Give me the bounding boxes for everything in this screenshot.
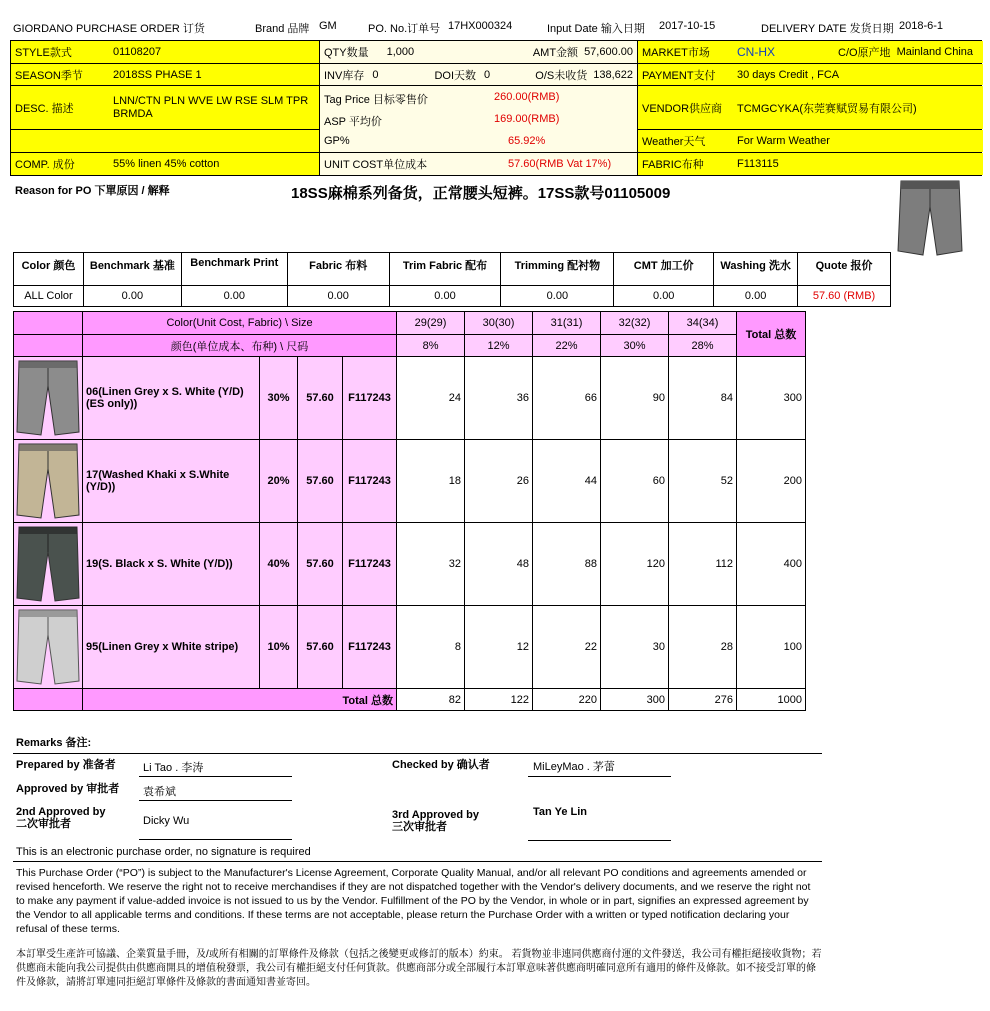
gp-value: 65.92% [508, 135, 546, 147]
unit-cost-label: UNIT COST单位成本 [324, 159, 428, 171]
row-total: 200 [737, 440, 806, 523]
approved-label: Approved by 审批者 [16, 783, 120, 795]
fabric-label: FABRIC布种 [637, 153, 733, 175]
benchmark-header: Fabric 布料 [287, 253, 389, 286]
amt-value: 57,600.00 [584, 46, 633, 58]
shorts-icon [15, 441, 81, 521]
co-value: Mainland China [896, 46, 973, 58]
benchmark-header: Benchmark 基准 [83, 253, 181, 286]
input-date-label: Input Date 输入日期 [547, 23, 645, 35]
qty-cell: 120 [601, 523, 669, 606]
qty-cell: 8 [397, 606, 465, 689]
color-thumbnail [14, 357, 83, 440]
desc-label: DESC. 描述 [11, 86, 109, 129]
qty-cell: 22 [533, 606, 601, 689]
season-label: SEASON季节 [11, 64, 109, 85]
order-color-row [14, 606, 806, 689]
benchmark-header: Washing 洗水 [714, 253, 798, 286]
reason-text: 18SS麻棉系列备货，正常腰头短裤。17SS款号01105009 [291, 185, 671, 202]
order-header-row-1 [14, 312, 806, 335]
benchmark-value: 0.00 [83, 286, 181, 307]
terms-chinese: 本訂單受生產許可協議、企業質量手冊，及/或所有相關的訂單條件及條款（包括之後變更或修訂的版本）約束。 若貨物並非連同供應商付運的文件發送，我公司有權拒絕接收貨物；若供應商未能向我公司提供由供應商開具的增值稅發票，我公司有權拒絕支付任何貨款。供應商部分或全部履行本訂單意味著供應商明確同意所有適用的條件及條款。如不接受訂單的條件及條款，請將訂單連同拒絕訂單條件及條款的書面通知書並寄回。 [16, 949, 822, 988]
tag-price-value: 260.00(RMB) [494, 91, 560, 103]
signature-line [139, 776, 292, 777]
third-approved-value: Tan Ye Lin [533, 806, 587, 818]
comp-value: 55% linen 45% cotton [109, 153, 319, 175]
color-cost: 57.60 [298, 606, 343, 689]
benchmark-table [13, 252, 891, 307]
market-value: CN-HX [737, 45, 775, 59]
po-number-label: PO. No.订单号 [368, 23, 441, 35]
order-header-line1: Color(Unit Cost, Fabric) \ Size [83, 312, 397, 335]
row-total: 400 [737, 523, 806, 606]
size-pct: 22% [533, 335, 601, 357]
season-value: 2018SS PHASE 1 [109, 64, 319, 85]
style-label: STYLE款式 [11, 41, 109, 63]
order-header-row-2 [14, 335, 806, 357]
qty-cell: 18 [397, 440, 465, 523]
qty-value: 1,000 [386, 46, 415, 58]
delivery-date-label: DELIVERY DATE 发货日期 [761, 23, 894, 35]
second-approved-label-cn: 二次审批者 [16, 818, 71, 830]
row-total: 300 [737, 357, 806, 440]
payment-value: 30 days Credit , FCA [733, 64, 983, 85]
size-pct: 12% [465, 335, 533, 357]
weather-value: For Warm Weather [733, 130, 983, 152]
benchmark-value-row [14, 286, 891, 307]
price-cell [319, 86, 637, 130]
order-color-row [14, 523, 806, 606]
fabric-value: F113115 [733, 153, 983, 175]
qty-label: QTY数量 [324, 47, 369, 59]
order-header-line2: 颜色(单位成本、布种) \ 尺码 [83, 335, 397, 357]
benchmark-header: CMT 加工价 [614, 253, 714, 286]
size-total: 300 [601, 689, 669, 711]
order-info-grid [10, 40, 982, 176]
qty-cell: 112 [669, 523, 737, 606]
po-number-value: 17HX000324 [448, 20, 513, 32]
approved-value: 袁希斌 [143, 786, 176, 798]
inv-label: INV库存 [324, 69, 365, 82]
color-pct: 30% [260, 357, 298, 440]
weather-label: Weather天气 [637, 130, 733, 152]
info-row-desc [11, 86, 981, 130]
benchmark-header: Trimming 配衬物 [501, 253, 614, 286]
checked-label: Checked by 确认者 [392, 759, 490, 771]
size-label: 34(34) [669, 312, 737, 335]
input-date-value: 2017-10-15 [659, 20, 716, 32]
shorts-icon [15, 524, 81, 604]
tag-price-label: Tag Price 目标零售价 [324, 94, 428, 106]
divider [13, 753, 822, 754]
info-row-season [11, 64, 981, 86]
totals-blank [14, 689, 83, 711]
payment-label: PAYMENT支付 [637, 64, 733, 85]
order-color-row [14, 357, 806, 440]
qty-cell: 44 [533, 440, 601, 523]
size-total: 122 [465, 689, 533, 711]
size-pct: 8% [397, 335, 465, 357]
style-value: 01108207 [109, 41, 319, 63]
qty-cell: 90 [601, 357, 669, 440]
benchmark-header: Benchmark Print [181, 253, 287, 286]
color-cost: 57.60 [298, 440, 343, 523]
market-co-cell [733, 41, 983, 63]
total-header: Total 总数 [737, 312, 806, 357]
qty-cell: 88 [533, 523, 601, 606]
comp-label: COMP. 成份 [11, 153, 109, 175]
info-row-gp [11, 130, 981, 153]
benchmark-header: Color 颜色 [14, 253, 84, 286]
signature-line [139, 800, 292, 801]
size-label: 30(30) [465, 312, 533, 335]
gp-label: GP% [324, 135, 350, 147]
benchmark-value: 0.00 [714, 286, 798, 307]
qty-cell: 28 [669, 606, 737, 689]
divider [13, 861, 822, 862]
color-thumbnail [14, 606, 83, 689]
color-name: 19(S. Black x S. White (Y/D)) [83, 523, 260, 606]
checked-value: MiLeyMao . 茅蕾 [533, 761, 615, 773]
color-pct: 20% [260, 440, 298, 523]
qty-amt-cell [319, 41, 637, 63]
benchmark-header: Quote 报价 [798, 253, 891, 286]
benchmark-header-row [14, 253, 891, 286]
header-blank [14, 312, 83, 335]
grand-total: 1000 [737, 689, 806, 711]
qty-cell: 12 [465, 606, 533, 689]
delivery-date-value: 2018-6-1 [899, 20, 944, 32]
shorts-icon [15, 358, 81, 438]
vendor-label: VENDOR供应商 [637, 86, 733, 129]
qty-cell: 52 [669, 440, 737, 523]
qty-cell: 24 [397, 357, 465, 440]
qty-cell: 30 [601, 606, 669, 689]
color-pct: 10% [260, 606, 298, 689]
benchmark-quote-value: 57.60 (RMB) [798, 286, 891, 307]
color-cost: 57.60 [298, 357, 343, 440]
doi-value: 0 [484, 68, 491, 81]
inv-doi-os-cell [319, 64, 637, 85]
co-label: C/O原产地 [838, 47, 891, 59]
market-label: MARKET市场 [637, 41, 733, 63]
unit-cost-cell [319, 153, 637, 175]
size-total: 82 [397, 689, 465, 711]
size-total: 220 [533, 689, 601, 711]
product-image [895, 177, 965, 259]
qty-cell: 66 [533, 357, 601, 440]
benchmark-header: Trim Fabric 配布 [389, 253, 501, 286]
gp-cell [319, 130, 637, 152]
signature-line [528, 840, 671, 841]
brand-value: GM [319, 20, 337, 32]
asp-value: 169.00(RMB) [494, 113, 560, 125]
second-approved-label-en: 2nd Approved by [16, 806, 106, 818]
qty-cell: 32 [397, 523, 465, 606]
os-label: O/S未收货 [535, 69, 588, 82]
third-approved-label-en: 3rd Approved by [392, 809, 479, 821]
row-total: 100 [737, 606, 806, 689]
unit-cost-value: 57.60(RMB Vat 17%) [508, 158, 612, 170]
totals-label: Total 总数 [83, 689, 397, 711]
third-approved-label-cn: 三次审批者 [392, 821, 447, 833]
terms-english: This Purchase Order (“PO”) is subject to the Manufacturer's License Agreement, Corporate Quality Manual, and/or all relevant PO conditions and agreements amended or revised henceforth. We reserve the right not to receive merchandises if they are not dispatched together with the Vendor's delivery documents, and we reserve the right not to make any payment if value-added invoice is not issued to us by the Vendor. Fulfillment of the PO by the Vendor, in whole or in part, signifies an expressed agreement by the Vendor to all applicable terms and conditions. If these terms are not acceptable, please return the Purchase Order with a written or typed notification declaring your refusal of these terms. [16, 867, 811, 935]
color-thumbnail [14, 440, 83, 523]
second-approved-label [16, 806, 105, 830]
qty-cell: 26 [465, 440, 533, 523]
os-value: 138,622 [593, 68, 633, 81]
size-total: 276 [669, 689, 737, 711]
color-name: 17(Washed Khaki x S.White (Y/D)) [83, 440, 260, 523]
order-size-table [13, 311, 806, 711]
size-pct: 28% [669, 335, 737, 357]
benchmark-value: 0.00 [181, 286, 287, 307]
info-row-style [11, 41, 981, 64]
color-fabric: F117243 [343, 606, 397, 689]
brand-label: Brand 品牌 [255, 23, 310, 35]
electronic-note: This is an electronic purchase order, no signature is required [16, 846, 311, 858]
qty-cell: 36 [465, 357, 533, 440]
third-approved-label [392, 809, 479, 833]
size-label: 31(31) [533, 312, 601, 335]
qty-cell: 48 [465, 523, 533, 606]
info-row-comp [11, 153, 981, 176]
doi-label: DOI天数 [434, 69, 477, 82]
benchmark-value: ALL Color [14, 286, 84, 307]
second-approved-value: Dicky Wu [143, 815, 190, 827]
benchmark-value: 0.00 [389, 286, 501, 307]
order-totals-row [14, 689, 806, 711]
benchmark-value: 0.00 [287, 286, 389, 307]
asp-label: ASP 平均价 [324, 116, 382, 128]
color-fabric: F117243 [343, 523, 397, 606]
signature-line [139, 839, 292, 840]
inv-value: 0 [372, 68, 379, 81]
color-cost: 57.60 [298, 523, 343, 606]
order-color-row [14, 440, 806, 523]
benchmark-value: 0.00 [614, 286, 714, 307]
size-label: 32(32) [601, 312, 669, 335]
qty-cell: 84 [669, 357, 737, 440]
color-pct: 40% [260, 523, 298, 606]
amt-label: AMT金额 [532, 47, 579, 59]
color-fabric: F117243 [343, 357, 397, 440]
shorts-icon [15, 607, 81, 687]
benchmark-value: 0.00 [501, 286, 614, 307]
signature-line [528, 776, 671, 777]
gp-blank [11, 130, 319, 152]
po-title: GIORDANO PURCHASE ORDER 订货 [13, 23, 205, 35]
color-fabric: F117243 [343, 440, 397, 523]
size-pct: 30% [601, 335, 669, 357]
prepared-label: Prepared by 准备者 [16, 759, 116, 771]
color-name: 06(Linen Grey x S. White (Y/D) (ES only)) [83, 357, 260, 440]
remarks-label: Remarks 备注: [16, 737, 92, 749]
header-blank [14, 335, 83, 357]
size-label: 29(29) [397, 312, 465, 335]
desc-value: LNN/CTN PLN WVE LW RSE SLM TPR BRMDA [109, 86, 319, 129]
reason-label: Reason for PO 下單原因 / 解释 [15, 185, 170, 197]
shorts-icon [895, 177, 965, 259]
vendor-value: TCMGCYKA(东莞赛赋贸易有限公司) [733, 86, 983, 129]
color-thumbnail [14, 523, 83, 606]
prepared-value: Li Tao . 李涛 [143, 762, 204, 774]
qty-cell: 60 [601, 440, 669, 523]
color-name: 95(Linen Grey x White stripe) [83, 606, 260, 689]
